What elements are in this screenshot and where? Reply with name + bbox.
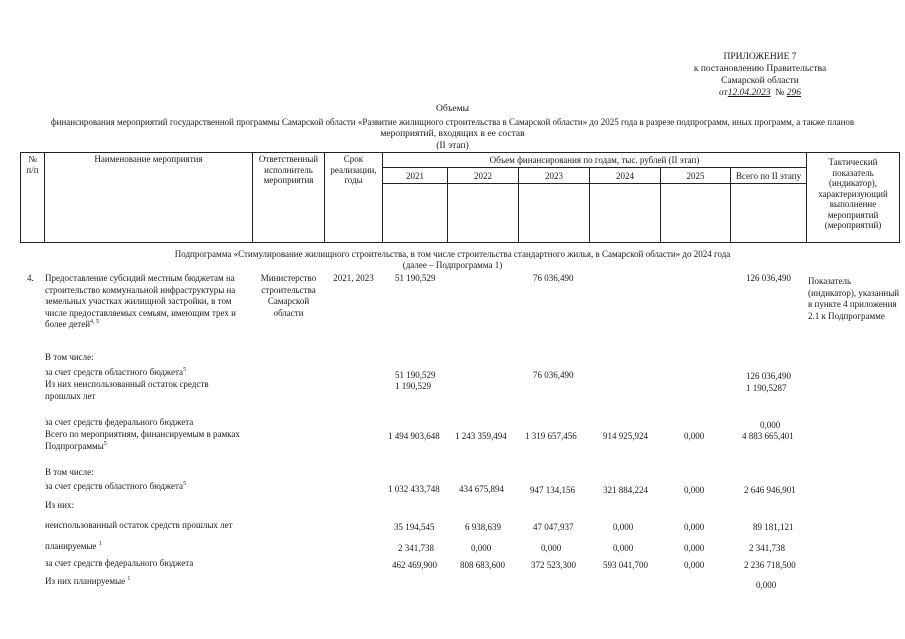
unused-2-2021: 35 194,545 [394,522,435,532]
regional-footnote-2: 5 [183,481,187,487]
regional-2-2023: 947 134,156 [530,485,575,495]
federal-1-total: 0,000 [760,420,781,430]
header-vline [806,152,807,242]
doc-title-line2: финансирования мероприятий государственной программы Самарской области «Развитие жилищного строительства в Самарской области» до 2025 года в разрезе подпрограмм, иных программ, а также планов [50,117,855,127]
incl-label-1: В том числе: [45,352,94,362]
appendix-title: ПРИЛОЖЕНИЕ 7 [723,52,797,62]
item-name [45,273,248,331]
unused-2-2025: 0,000 [684,522,705,532]
col-exec: Ответственный исполнитель мероприятия [258,154,319,185]
federal-2-2025: 0,000 [684,560,705,570]
regional-label-2 [45,481,186,493]
incl-label-2: В том числе: [45,467,94,477]
item-indicator: Показатель (индикатор), указанный в пункте 4 приложения 2.1 к Подпрограмме [808,276,900,321]
subprogram-line1: Подпрограмма «Стимулирование жилищного строительства, в том числе строительства стандартного жилья, в Самарской области» до 2024 года [174,249,731,259]
regional-2-2021: 1 032 433,748 [388,484,440,494]
item-period: 2021, 2023 [333,273,374,283]
allsub-2023: 1 319 657,456 [525,431,577,441]
regional-label-1-text: за счет средств областного бюджета [45,367,184,377]
regional-label-1 [45,367,186,379]
unused-1-total: 1 190,5287 [746,383,787,393]
federal-2-2022: 808 683,600 [460,560,505,570]
federal-2-2024: 593 041,700 [603,560,648,570]
planned-total: 2 341,738 [749,543,785,553]
unused-2-2023: 47 047,937 [533,522,574,532]
appendix-line1: к постановлению Правительства [693,64,827,74]
allsub-2022: 1 243 359,494 [455,431,507,441]
unused-2-total: 89 181,121 [753,522,794,532]
col-2024: 2024 [616,171,634,181]
header-top-border [20,152,900,153]
planned2-label-text: Из них планируемые [45,576,126,586]
item-name-text: Предоставление субсидий местным бюджетам на строительство коммунальной инфраструктуры на земельных участках жилищной застройки, в том числе предоставляемых семьям, имеющим трех и более детей [45,273,236,329]
col-2023: 2023 [545,171,563,181]
col-total: Всего по II этапу [735,171,802,181]
item-2023: 76 036,490 [533,273,574,283]
unused-1-2021: 1 190,529 [395,381,431,391]
item-total: 126 036,490 [746,273,791,283]
planned2-total: 0,000 [756,580,777,590]
allsub-2024: 914 925,924 [603,431,648,441]
header-vline [899,152,900,242]
appendix-date-line [660,87,860,99]
allsub-total: 4 883 665,401 [742,431,794,441]
planned-2022: 0,000 [471,543,492,553]
regional-2-2022: 434 675,894 [459,484,504,494]
unused-label-2: неиспользованный остаток средств прошлых лет [45,520,233,530]
col-num: № п/п [26,154,39,175]
regional-footnote-1: 5 [183,367,187,373]
allsub-2025: 0,000 [684,431,705,441]
from-label: от [719,88,728,98]
header-vline [382,152,383,242]
header-years-border [382,167,806,168]
regional-1-2021: 51 190,529 [395,370,436,380]
federal-label-1: за счет средств федерального бюджета [45,417,194,427]
planned2-footnote: 1 [127,576,131,582]
decree-number: 296 [786,88,801,98]
planned-2023: 0,000 [541,543,562,553]
doc-title-line4: (II этап) [436,141,469,151]
unused-2-2024: 0,000 [613,522,634,532]
planned-2025: 0,000 [684,543,705,553]
regional-label-2-text: за счет средств областного бюджета [45,481,184,491]
col-2022: 2022 [474,171,492,181]
planned2-label [45,576,130,588]
federal-label-2: за счет средств федерального бюджета [45,558,194,568]
col-indicator: Тактический показатель (индикатор), характеризующий выполнение мероприятий (мероприятий) [818,157,888,230]
planned-label [45,541,102,553]
item-number: 4. [27,273,34,283]
regional-2-2025: 0,000 [684,485,705,495]
header-bottom-border [20,242,900,243]
planned-footnote: 1 [98,541,102,547]
unused-2-2022: 6 938,639 [465,522,501,532]
allsub-label-text: Всего по мероприятиям, финансируемым в рамках Подпрограммы [45,429,240,451]
planned-2021: 2 341,738 [398,543,434,553]
doc-title-line3: мероприятий, входящих в ее состав [380,129,525,139]
appendix-block [660,51,860,99]
col-volume: Объем финансирования по годам, тыс. рублей (II этап) [489,155,700,165]
col-period: Срок реализации, годы [330,154,377,185]
of-them-label: Из них: [45,500,74,510]
col-2025: 2025 [686,171,705,181]
number-label: № [775,88,785,98]
col-name: Наименование мероприятия [94,154,203,164]
regional-2-2024: 321 884,224 [603,485,648,495]
allsub-label [45,429,245,452]
planned-2024: 0,000 [613,543,634,553]
regional-1-2023: 76 036,490 [533,370,574,380]
decree-date: 12.04.2023 [727,88,771,98]
appendix-line2: Самарской области [721,76,799,86]
regional-1-total: 126 036,490 [746,371,791,381]
col-2021: 2021 [406,171,424,181]
header-vline [44,152,45,242]
federal-2-total: 2 236 718,500 [744,560,796,570]
regional-2-total: 2 646 946,901 [744,485,796,495]
item-2021: 51 190,529 [395,273,436,283]
allsub-footnote: 5 [103,440,107,447]
unused-label-1: Из них неиспользованный остаток средств прошлых лет [45,379,209,401]
item-name-footnote: 4, 5 [90,319,100,325]
item-exec: Министерство строительства Самарской области [260,273,317,318]
doc-title-line1: Объемы [436,104,469,114]
allsub-2021: 1 494 903,648 [388,431,440,441]
header-years-bottom [382,183,806,184]
federal-2-2021: 462 469,900 [392,560,437,570]
subprogram-line2: (далее – Подпрограмма 1) [402,260,503,270]
planned-label-text: планируемые [45,541,97,551]
federal-2-2023: 372 523,300 [531,560,576,570]
